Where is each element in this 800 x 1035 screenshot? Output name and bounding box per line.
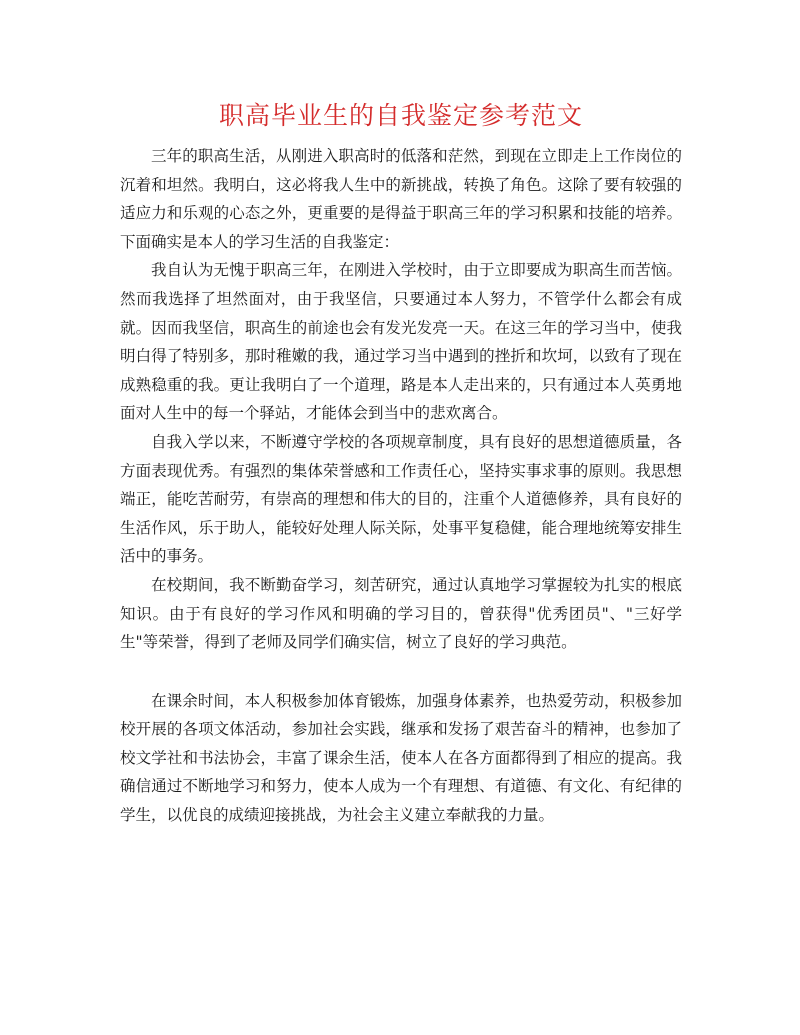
paragraph-gap bbox=[120, 657, 682, 687]
paragraph-intro: 三年的职高生活，从刚进入职高时的低落和茫然，到现在立即走上工作岗位的沉着和坦然。我明白，这必将我人生中的新挑战，转换了角色。这除了要有较强的适应力和乐观的心态之外，更重要的是得益于职高三年的学习积累和技能的培养。下面确实是本人的学习生活的自我鉴定： bbox=[120, 147, 682, 251]
document-title: 职高毕业生的自我鉴定参考范文 bbox=[218, 101, 583, 130]
document-page bbox=[120, 96, 682, 830]
paragraph-self-assessment: 我自认为无愧于职高三年，在刚进入学校时，由于立即要成为职高生而苦恼。然而我选择了坦然面对，由于我坚信，只要通过本人努力，不管学什么都会有成就。因而我坚信，职高生的前途也会有发光发亮一天。在这三年的学习当中，使我明白得了特别多，那时稚嫩的我，通过学习当中遇到的挫折和坎坷，以致有了现在成熟稳重的我。更让我明白了一个道理，路是本人走出来的，只有通过本人英勇地面对人生中的每一个驿站，才能体会到当中的悲欢离合。 bbox=[120, 261, 682, 423]
paragraph-study: 在校期间，我不断勤奋学习，刻苦研究，通过认真地学习掌握较为扎实的根底知识。由于有良好的学习作风和明确的学习目的，曾获得"优秀团员"、"三好学生"等荣誉，得到了老师及同学们确实信，树立了良好的学习典范。 bbox=[120, 575, 682, 652]
paragraph-conduct: 自我入学以来，不断遵守学校的各项规章制度，具有良好的思想道德质量，各方面表现优秀。有强烈的集体荣誉感和工作责任心，坚持实事求事的原则。我思想端正，能吃苦耐劳，有崇高的理想和伟大的目的，注重个人道德修养，具有良好的生活作风，乐于助人，能较好处理人际关际，处事平复稳健，能合理地统筹安排生活中的事务。 bbox=[120, 432, 682, 566]
paragraph-extracurricular: 在课余时间，本人积极参加体育锻炼，加强身体素养，也热爱劳动，积极参加校开展的各项文体活动，参加社会实践，继承和发扬了艰苦奋斗的精神，也参加了校文学社和书法协会，丰富了课余生活，使本人在各方面都得到了相应的提高。我确信通过不断地学习和努力，使本人成为一个有理想、有道德、有文化、有纪律的学生，以优良的成绩迎接挑战，为社会主义建立奉献我的力量。 bbox=[120, 691, 682, 825]
